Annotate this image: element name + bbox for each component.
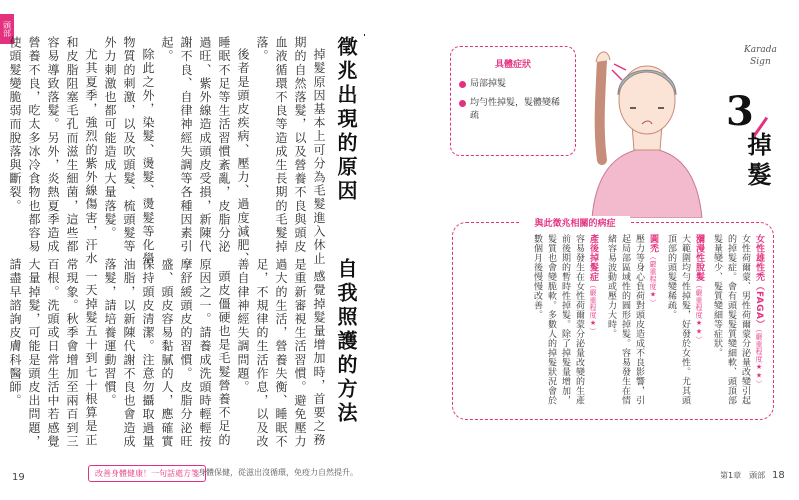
severity-note: （嚴重程度★★） <box>755 328 763 388</box>
chapter-running-head: 第1章 頭部 <box>720 471 766 480</box>
disease-text: 壓力等身心負荷對頭皮造成不良影響，引起局部區域性的圓形掉髮。容易發生在情緒容易波動或壓力大時。 <box>606 234 644 405</box>
disease-text: 女性荷爾蒙、男性荷爾蒙分泌量改變引起的掉髮症。會有頭髮髮質變細軟、頭頂部髮量變少、髮質變細等症狀。 <box>712 234 750 405</box>
disease-entry <box>604 234 660 412</box>
symptom-text: 均勻性掉髮，髮體變稀疏 <box>470 98 561 121</box>
disease-text: 大範圍均勻性掉髮，好發於女性。尤其頭頂部的頭髮變稀疏。 <box>666 234 690 405</box>
disease-entry <box>664 234 706 412</box>
bullet-icon <box>459 81 466 88</box>
section1-paragraph: 後者是頭皮疾病、壓力、過度減肥、睡眠不足等生活習慣紊亂，皮脂分泌過旺、紫外線造成頭皮受損，新陳代謝不良、自律神經失調等各種因素引起。 <box>160 36 250 266</box>
disease-entry <box>530 234 600 412</box>
symptom-item <box>459 78 567 91</box>
chapter-number: 3 <box>726 88 754 135</box>
person-illustration <box>572 40 722 218</box>
disease-name: 瀰漫性脫髮 <box>694 234 704 282</box>
section2-body <box>8 258 328 458</box>
section1-body <box>8 36 328 266</box>
karada-sign-label: Karada Sign <box>744 45 777 67</box>
symptom-box <box>450 46 576 156</box>
chapter-edge-tab: 頭部 <box>0 14 14 44</box>
left-page-number: 19 <box>12 472 25 483</box>
disease-name: 圓禿 <box>648 234 658 253</box>
disease-box-title: 與此徵兆相關的病症 <box>520 216 630 229</box>
section2-title: 自我照護的方法 <box>334 258 358 426</box>
title-divider <box>364 34 365 36</box>
disease-text: 容易發生在女性荷爾蒙分泌量改變的生產前後期的暫時性掉髮。除了掉髮量增加，髮質也會變脆軟。多數人的掉髮狀況會於數個月後慢慢改善。 <box>532 234 584 405</box>
symptom-text: 局部掉髮 <box>470 79 507 89</box>
section2-paragraph: 感覺掉髮量增加時，首要之務是重新審視生活習慣。避免壓力過大的生活，營養失衡、睡眠不足，不規律的生活作息，以及改善自律神經失調問題。 <box>236 258 326 449</box>
disease-name: 女性雄性禿（FAGA） <box>754 234 764 329</box>
chapter-title: 掉髮 <box>743 132 771 192</box>
symptom-title: 具體症狀 <box>494 60 531 70</box>
disease-list <box>464 234 766 412</box>
section1-title: 徵兆出現的原因 <box>334 36 358 204</box>
disease-entry <box>710 234 766 412</box>
right-page-number: 18 <box>772 470 785 481</box>
bullet-icon <box>459 100 466 107</box>
footer-tip: 身體保健，從滋出沒循環，免疫力自然提升。 <box>198 468 358 477</box>
section1-paragraph: 掉髮原因基本上可分為毛髮進入休止期的自然落髮，以及營養不良與頭皮血液循環不良等造成生長期的毛髮掉落。 <box>255 36 326 266</box>
section2-paragraph: 一天掉髮五十到七十根算是正常現象。秋季會增加至兩百到三百根。洗頭或日常生活中若感覺大量掉髮，可能是頭皮出問題，請盡早諮詢皮膚科醫師。 <box>8 258 98 449</box>
section1-paragraph: 除此之外，染髮、燙髮、燙髮等化學物質的刺激，以及吹頭髮、梳頭髮等外力刺激也都可能造成大量落髮。 <box>103 36 155 266</box>
footer-badge: 改善身體健康！一句話處方箋 <box>88 465 206 482</box>
disease-name: 產後掉髮症 <box>588 234 598 282</box>
severity-note: （嚴重程度★） <box>649 253 657 307</box>
symptom-item <box>459 97 567 123</box>
section1-paragraph: 尤其夏季，強烈的紫外線傷害，汗水和皮脂阻塞毛孔而滋生細菌，這些都容易導致落髮。另外，炎熱夏季造成營養不良，吃太多冰冷食物也都容易使頭髮變脆弱而脫落與斷裂。 <box>8 36 98 266</box>
severity-note: （嚴重程度★★） <box>695 281 703 344</box>
severity-note: （嚴重程度★） <box>589 281 597 335</box>
section2-paragraph: 頭皮僵硬也是毛髮營養不足的原因之一。請養成洗頭時輕輕按摩舒緩頭皮的習慣。皮脂分泌旺盛、頭皮容易黏膩的人，應確實保持頭皮清潔。注意勿攝取過量油脂，以新陳代謝不良也會造成落髮，請培養運動習慣。 <box>103 258 231 449</box>
